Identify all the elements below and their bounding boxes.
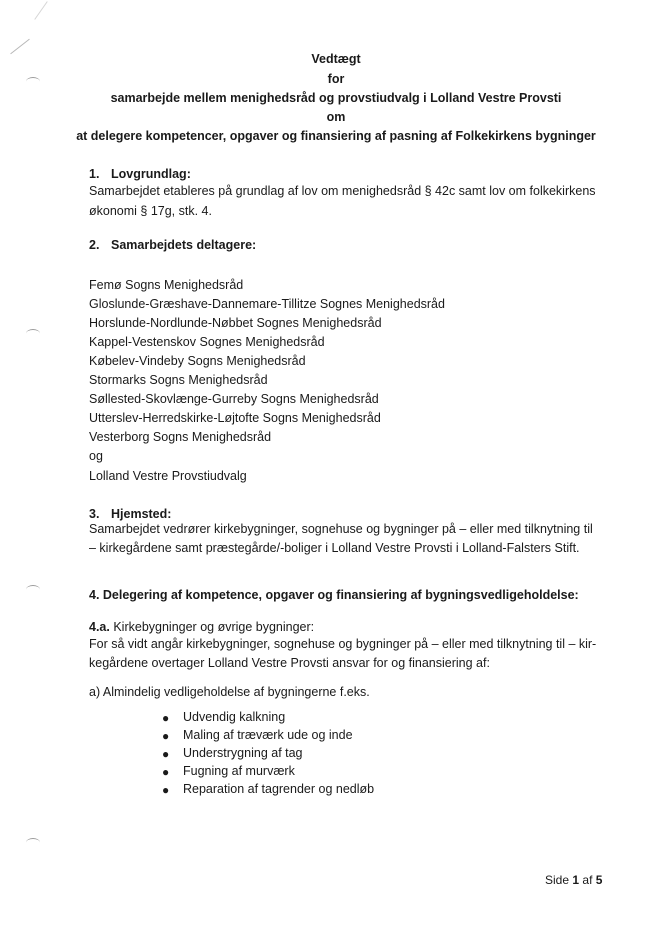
participant-item: Kappel-Vestenskov Sognes Menighedsråd xyxy=(89,335,325,349)
section-title: Lovgrundlag: xyxy=(111,167,191,181)
doc-title-purpose: at delegere kompetencer, opgaver og finansiering af pasning af Folkekirkens bygninger xyxy=(76,129,596,143)
page-prefix: Side xyxy=(545,873,570,887)
bullet-icon: ● xyxy=(162,747,170,761)
section-1-heading xyxy=(89,167,191,181)
section-4a-heading xyxy=(89,620,314,634)
section-3-text: Samarbejdet vedrører kirkebygninger, sognehuse og bygninger på – eller med tilknytning til xyxy=(89,522,593,536)
subsection-title: Kirkebygninger og øvrige bygninger: xyxy=(113,620,315,634)
punch-hole-mark xyxy=(26,329,40,338)
section-3-text: – kirkegårdene samt præstegårde/-boliger i Lolland Vestre Provsti i Lolland-Falsters Stift. xyxy=(89,541,580,555)
doc-title-for: for xyxy=(327,72,345,86)
section-4-text: For så vidt angår kirkebygninger, sognehuse og bygninger på – eller med tilknytning til – kir- xyxy=(89,637,597,651)
bullet-icon: ● xyxy=(162,765,170,779)
bullet-item: Maling af træværk ude og inde xyxy=(183,728,353,742)
participant-item: Utterslev-Herredskirke-Løjtofte Sogns Menighedsråd xyxy=(89,411,381,425)
participant-item: Gloslunde-Græshave-Dannemare-Tillitze Sognes Menighedsråd xyxy=(89,297,445,311)
participant-item: Vesterborg Sogns Menighedsråd xyxy=(89,430,272,444)
bullet-icon: ● xyxy=(162,729,170,743)
subsection-label: 4.a. xyxy=(89,620,110,634)
section-3-heading xyxy=(89,507,171,521)
punch-hole-mark xyxy=(26,585,40,594)
page-of: af xyxy=(582,873,593,887)
section-title: Samarbejdets deltagere: xyxy=(111,238,257,252)
doc-title-subject: samarbejde mellem menighedsråd og provstiudvalg i Lolland Vestre Provsti xyxy=(110,91,562,105)
doc-title: Vedtægt xyxy=(311,52,361,66)
bullet-item: Fugning af murværk xyxy=(183,764,295,778)
page-number xyxy=(545,873,602,887)
section-4-text: kegårdene overtager Lolland Vestre Provsti ansvar for og finansiering af: xyxy=(89,656,490,670)
participant-item: Femø Sogns Menighedsråd xyxy=(89,278,244,292)
bullet-icon: ● xyxy=(162,783,170,797)
section-2-heading xyxy=(89,238,256,252)
scan-artifact xyxy=(34,1,47,20)
bullet-item: Understrygning af tag xyxy=(183,746,303,760)
participant-item: Horslunde-Nordlunde-Nøbbet Sognes Menighedsråd xyxy=(89,316,382,330)
current-page: 1 xyxy=(572,873,580,887)
punch-hole-mark xyxy=(26,838,40,847)
participant-item: Stormarks Sogns Menighedsråd xyxy=(89,373,268,387)
section-4-item-a: a) Almindelig vedligeholdelse af bygningerne f.eks. xyxy=(89,685,370,699)
participant-item: Købelev-Vindeby Sogns Menighedsråd xyxy=(89,354,306,368)
doc-title-om: om xyxy=(326,110,346,124)
bullet-icon: ● xyxy=(162,711,170,725)
section-number: 1. xyxy=(89,167,100,181)
section-1-text: Samarbejdet etableres på grundlag af lov om menighedsråd § 42c samt lov om folkekirkens xyxy=(89,184,596,198)
section-4-heading: 4. Delegering af kompetence, opgaver og finansiering af bygningsvedligeholdelse: xyxy=(89,588,579,602)
bullet-item: Udvendig kalkning xyxy=(183,710,286,724)
section-1-text: økonomi § 17g, stk. 4. xyxy=(89,204,212,218)
participant-item: Søllested-Skovlænge-Gurreby Sogns Menighedsråd xyxy=(89,392,379,406)
participant-conjunction: og xyxy=(89,449,103,463)
section-title: Hjemsted: xyxy=(111,507,172,521)
section-number: 2. xyxy=(89,238,100,252)
participant-item: Lolland Vestre Provstiudvalg xyxy=(89,469,247,483)
total-pages: 5 xyxy=(595,873,603,887)
bullet-item: Reparation af tagrender og nedløb xyxy=(183,782,375,796)
section-number: 3. xyxy=(89,507,100,521)
